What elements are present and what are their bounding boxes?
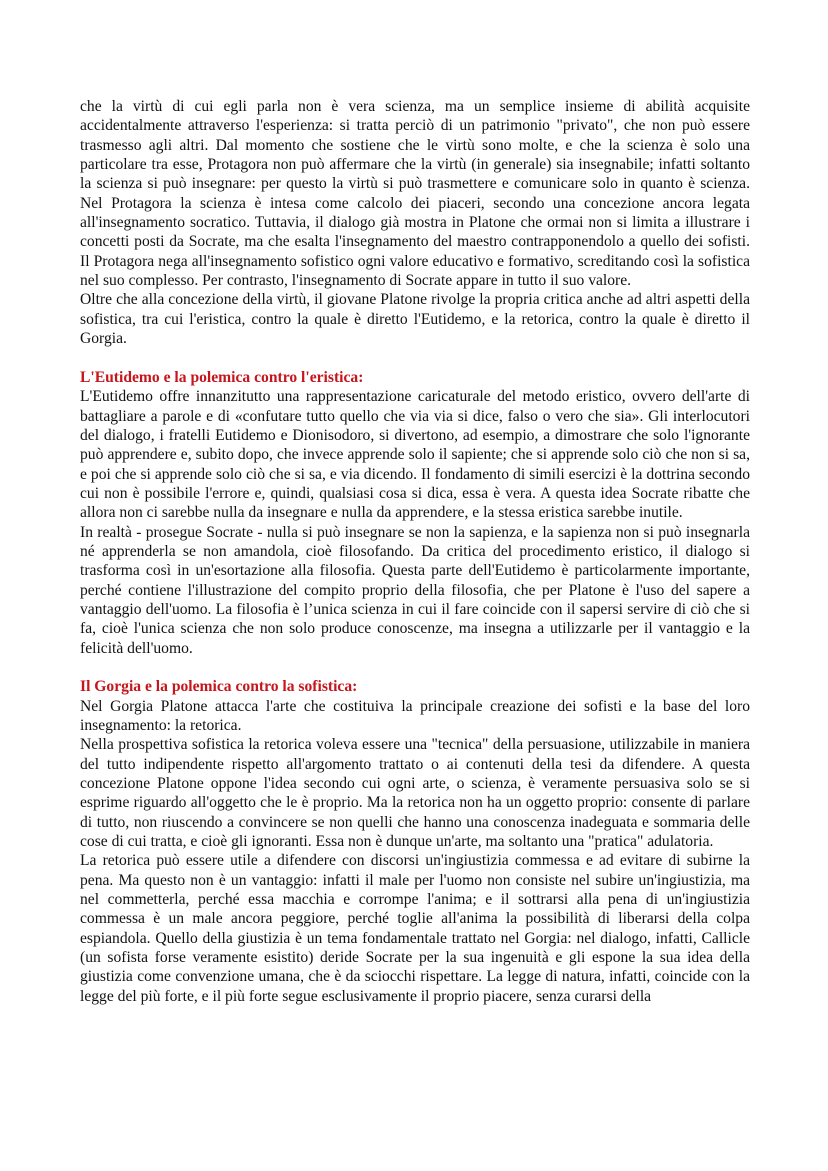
paragraph-gorgia-intro: Nel Gorgia Platone attacca l'arte che costituiva la principale creazione dei sofisti e la base del loro insegnamento: la retorica. xyxy=(80,697,750,734)
paragraph-gorgia-rhetoric: Nella prospettiva sofistica la retorica voleva essere una "tecnica" della persuasione, utilizzabile in maniera del tutto indipendente rispetto all'argomento trattato o ai contenuti della tesi da difendere. A questa concezione Platone oppone l'idea secondo cui ogni arte, o scienza, è veramente persuasiva solo se si esprime riguardo all'oggetto che le è proprio. Ma la retorica non ha un oggetto proprio: consente di parlare di tutto, non riuscendo a convincere se non quelli che hanno una conoscenza inadeguata e sommaria delle cose di cui tratta, e cioè gli ignoranti. Essa non è dunque un'arte, ma soltanto una "pratica" adulatoria. xyxy=(80,736,750,851)
paragraph-eutidemo-eristic: L'Eutidemo offre innanzitutto una rappresentazione caricaturale del metodo eristico, ovvero dell'arte di battagliare a parole e di «confutare tutto quello che via via si dice, falso o vero che sia». Gli interlocutori del dialogo, i fratelli Eutidemo e Dionisodoro, si divertono, ad esempio, a dimostrare che solo l'ignorante può apprendere e, subito dopo, che invece apprende solo il sapiente; che si apprende solo ciò che non si sa, e poi che si apprende solo ciò che si sa, e via dicendo. Il fondamento di simili esercizi è la dottrina secondo cui non è possibile l'errore e, quindi, qualsiasi cosa si dica, essa è vera. A questa idea Socrate ribatte che allora non ci sarebbe nulla da insegnare e nulla da apprendere, e la stessa eristica sarebbe inutile. xyxy=(80,388,750,522)
section-spacer xyxy=(80,658,750,677)
paragraph-critique-aspects: Oltre che alla concezione della virtù, il giovane Platone rivolge la propria critica anche ad altri aspetti della sofistica, tra cui l'eristica, contro la quale è diretto l'Eutidemo, e la retorica, contro la quale è diretto il Gorgia. xyxy=(80,291,750,348)
paragraph-eutidemo-philosophy: In realtà - prosegue Socrate - nulla si può insegnare se non la sapienza, e la sapienza non si può insegnarla né apprenderla se non amandola, cioè filosofando. Da critica del procedimento eristico, il dialogo si trasforma così in un'esortazione alla filosofia. Questa parte dell'Eutidemo è particolarmente importante, perché contiene l'illustrazione del compito proprio della filosofia, che per Platone è l'uso del sapere a vantaggio dell'uomo. La filosofia è l’unica scienza in cui il fare coincide con il sapersi servire di ciò che si fa, cioè l'unica scienza che non solo produce conoscenze, ma insegna a utilizzarle per il vantaggio e la felicità dell'uomo. xyxy=(80,523,750,657)
document-page xyxy=(80,97,750,1006)
paragraph-protagora-virtue: che la virtù di cui egli parla non è vera scienza, ma un semplice insieme di abilità acquisite accidentalmente attraverso l'esperienza: si tratta perciò di un patrimonio "privato", che non può essere trasmesso agli altri. Dal momento che sostiene che le virtù sono molte, e che la scienza è solo una particolare tra esse, Protagora non può affermare che la virtù (in generale) sia insegnabile; infatti soltanto la scienza si può insegnare: per questo la virtù si può trasmettere e comunicare solo in quanto è scienza. Nel Protagora la scienza è intesa come calcolo dei piaceri, secondo una concezione ancora legata all'insegnamento socratico. Tuttavia, il dialogo già mostra in Platone che ormai non si limita a illustrare i concetti posti da Socrate, ma che esalta l'insegnamento del maestro contrapponendolo a quello dei sofisti. Il Protagora nega all'insegnamento sofistico ogni valore educativo e formativo, screditando così la sofistica nel suo complesso. Per contrasto, l'insegnamento di Socrate appare in tutto il suo valore. xyxy=(80,98,750,290)
section-heading-eutidemo: L'Eutidemo e la polemica contro l'eristica: xyxy=(80,368,364,386)
section-heading-gorgia: Il Gorgia e la polemica contro la sofistica: xyxy=(80,678,358,696)
section-spacer xyxy=(80,348,750,367)
paragraph-gorgia-justice: La retorica può essere utile a difendere con discorsi un'ingiustizia commessa e ad evitare di subirne la pena. Ma questo non è un vantaggio: infatti il male per l'uomo non consiste nel subire un'ingiustizia, ma nel commetterla, perché essa macchia e corrompe l'anima; e il sottrarsi alla pena di un'ingiustizia commessa è un male ancora peggiore, perché toglie all'anima la possibilità di liberarsi della colpa espiandola. Quello della giustizia è un tema fondamentale trattato nel Gorgia: nel dialogo, infatti, Callicle (un sofista forse veramente esistito) deride Socrate per la sua ingenuità e gli espone la sua idea della giustizia come convenzione umana, che è da sciocchi rispettare. La legge di natura, infatti, coincide con la legge del più forte, e il più forte segue esclusivamente il proprio piacere, senza curarsi della xyxy=(80,852,750,1005)
